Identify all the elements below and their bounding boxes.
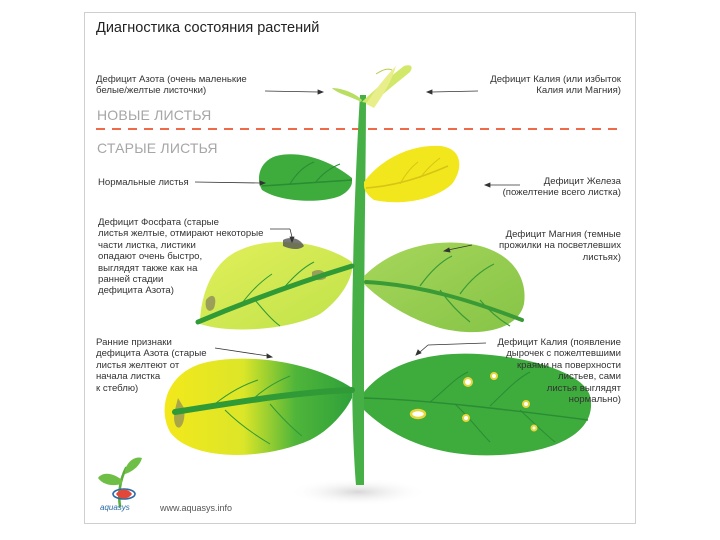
note-nitrogen-deficiency: Дефицит Азота (очень маленькие белые/желтые листочки) (96, 74, 247, 97)
brand-name: aquasys (100, 503, 130, 512)
stem (352, 95, 366, 485)
top-sprout (332, 65, 412, 108)
leaf-upper-left (259, 154, 352, 201)
note-early-nitrogen: Ранние признаки дефицита Азота (старые листья желтеют от начала листка к стеблю) (96, 337, 207, 394)
note-phosphate-deficiency: Дефицит Фосфата (старые листья желтые, отмирают некоторые части листка, листики опадают очень быстро, выглядят также как на ранней стадии дефицита Азота) (98, 217, 264, 297)
section-old-leaves: СТАРЫЕ ЛИСТЬЯ (97, 140, 218, 156)
page-title: Диагностика состояния растений (96, 20, 320, 36)
note-potassium-excess: Дефицит Калия (или избыток Калия или Магния) (490, 74, 621, 97)
sprout-logo-icon (98, 458, 142, 507)
note-iron-deficiency: Дефицит Железа (пожелтение всего листка) (502, 176, 621, 199)
section-new-leaves: НОВЫЕ ЛИСТЬЯ (97, 107, 212, 123)
note-potassium-deficiency: Дефицит Калия (появление дырочек с пожелтевшими краями на поверхности листьев, сами листья выглядят нормально) (497, 337, 621, 406)
note-normal-leaves: Нормальные листья (98, 177, 189, 188)
leaf-upper-right (364, 146, 459, 202)
note-magnesium-deficiency: Дефицит Магния (темные прожилки на посветлевших листьях) (498, 229, 621, 263)
website-link[interactable]: www.aquasys.info (160, 503, 233, 513)
